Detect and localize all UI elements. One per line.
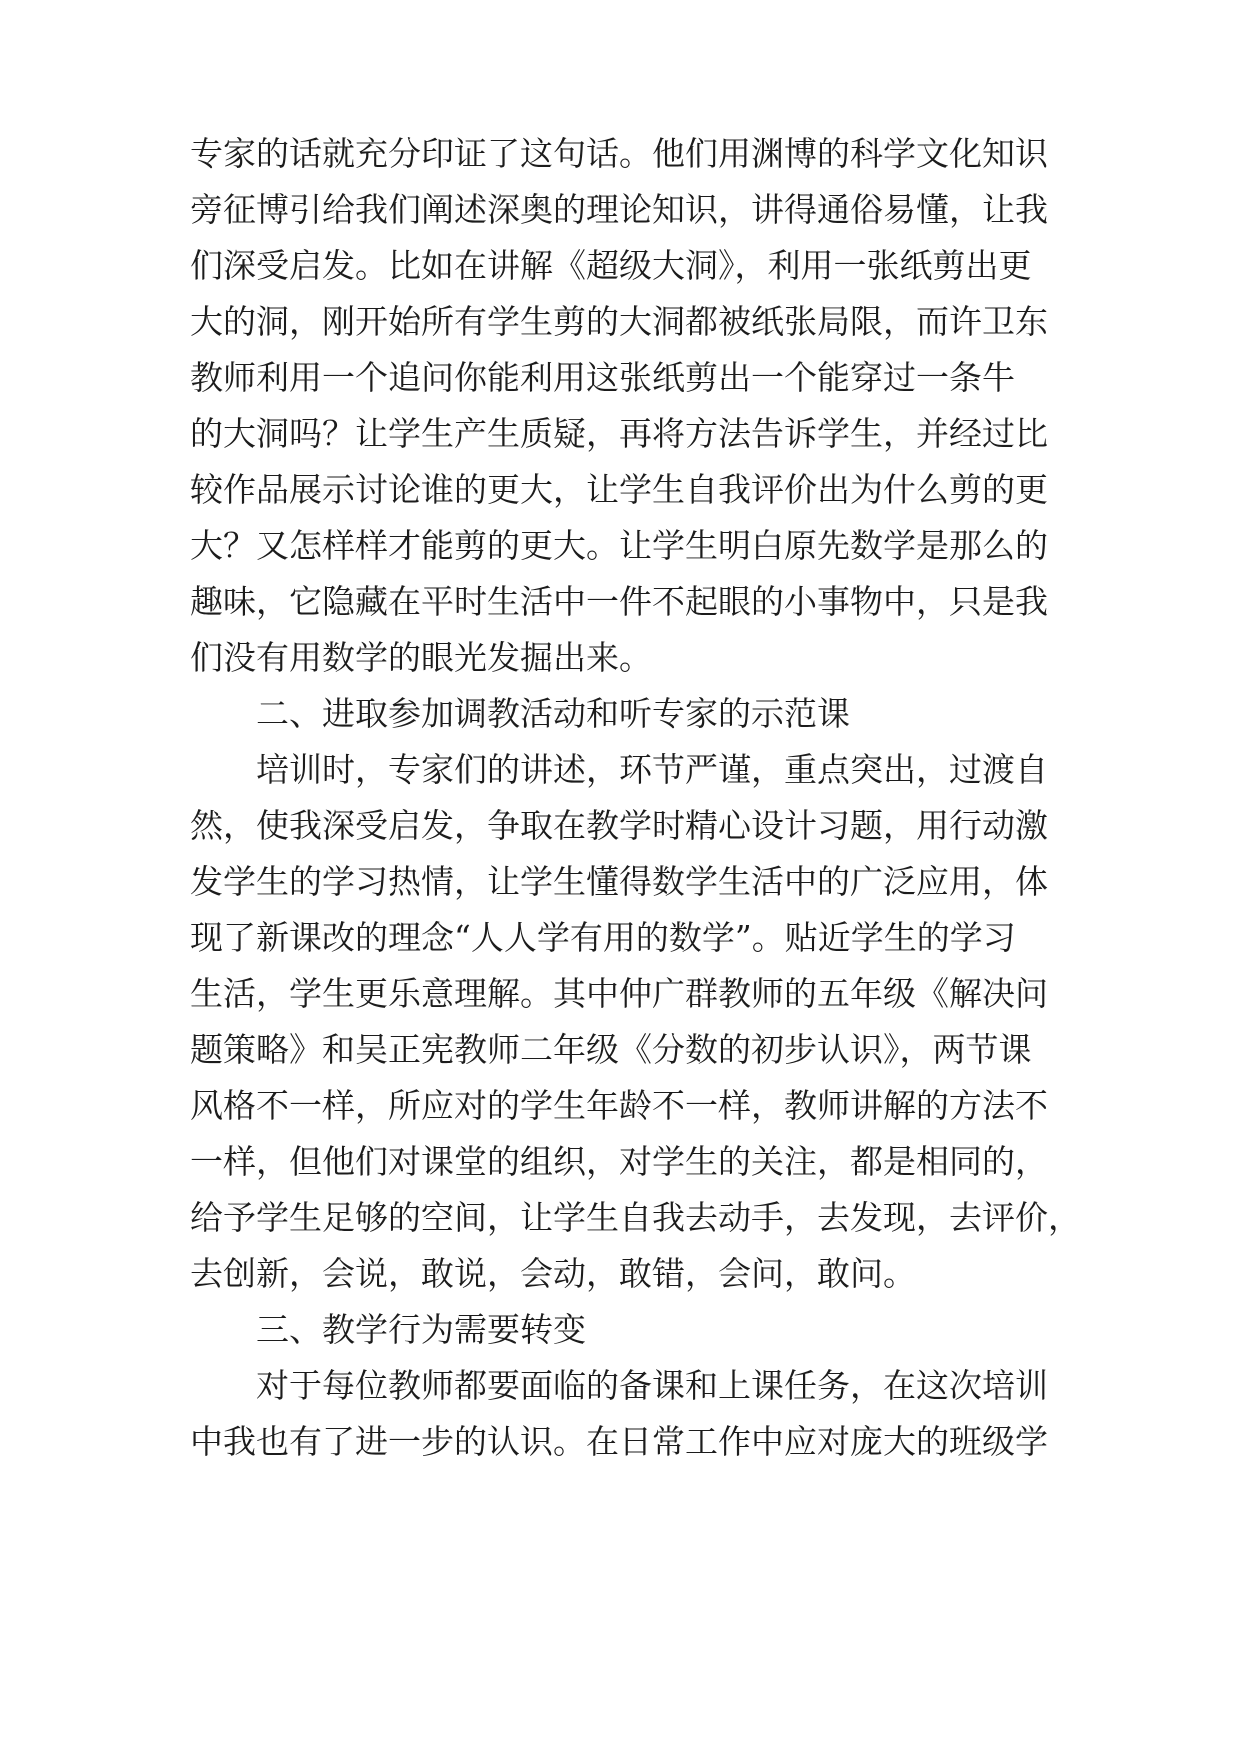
text-line: 给予学生足够的空间，让学生自我去动手，去发现，去评价， (190, 1198, 1081, 1237)
text-line: 趣味，它隐藏在平时生活中一件不起眼的小事物中，只是我 (190, 582, 1048, 621)
text-line: 现了新课改的理念“人人学有用的数学”。贴近学生的学习 (190, 918, 1016, 957)
text-line: 教师利用一个追问你能利用这张纸剪出一个能穿过一条牛 (190, 358, 1015, 397)
text-line: 专家的话就充分印证了这句话。他们用渊博的科学文化知识 (190, 134, 1048, 173)
section-heading: 三、教学行为需要转变 (256, 1310, 586, 1349)
text-line: 大？又怎样样才能剪的更大。让学生明白原先数学是那么的 (190, 526, 1048, 565)
text-line: 较作品展示讨论谁的更大，让学生自我评价出为什么剪的更 (190, 470, 1048, 509)
text-line: 们深受启发。比如在讲解《超级大洞》，利用一张纸剪出更 (190, 246, 1032, 285)
text-line: 中我也有了进一步的认识。在日常工作中应对庞大的班级学 (190, 1422, 1048, 1461)
text-line: 生活，学生更乐意理解。其中仲广群教师的五年级《解决问 (190, 974, 1048, 1013)
text-line: 培训时，专家们的讲述，环节严谨，重点突出，过渡自 (256, 750, 1048, 789)
text-line: 大的洞，刚开始所有学生剪的大洞都被纸张局限，而许卫东 (190, 302, 1048, 341)
text-line: 一样，但他们对课堂的组织，对学生的关注，都是相同的， (190, 1142, 1048, 1181)
text-line: 的大洞吗？让学生产生质疑，再将方法告诉学生，并经过比 (190, 414, 1048, 453)
section-heading: 二、进取参加调教活动和听专家的示范课 (256, 694, 850, 733)
text-line: 去创新，会说，敢说，会动，敢错，会问，敢问。 (190, 1254, 916, 1293)
text-line: 然，使我深受启发，争取在教学时精心设计习题，用行动激 (190, 806, 1048, 845)
text-line: 对于每位教师都要面临的备课和上课任务，在这次培训 (256, 1366, 1048, 1405)
text-line: 们没有用数学的眼光发掘出来。 (190, 638, 652, 677)
text-line: 旁征博引给我们阐述深奥的理论知识，讲得通俗易懂，让我 (190, 190, 1048, 229)
text-line: 题策略》和吴正宪教师二年级《分数的初步认识》，两节课 (190, 1030, 1032, 1069)
text-line: 风格不一样，所应对的学生年龄不一样，教师讲解的方法不 (190, 1086, 1048, 1125)
text-line: 发学生的学习热情，让学生懂得数学生活中的广泛应用，体 (190, 862, 1048, 901)
